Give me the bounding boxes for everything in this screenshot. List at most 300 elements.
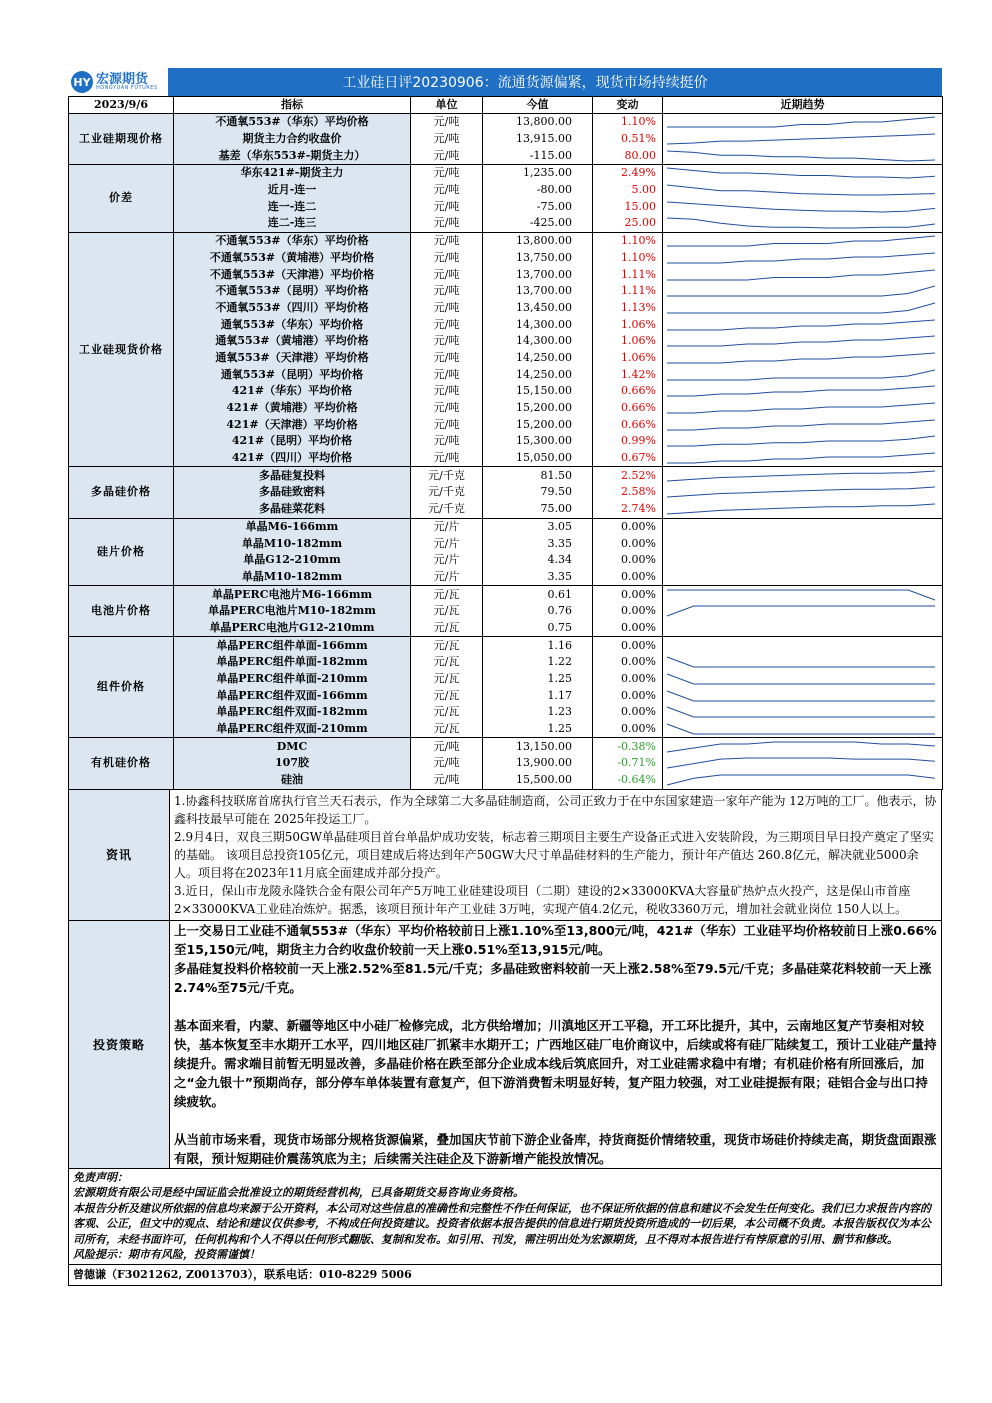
table-row	[69, 552, 943, 569]
unit-cell: 元/吨	[411, 266, 483, 283]
value-cell: 79.50	[483, 484, 593, 501]
sparkline-line	[667, 303, 935, 313]
sparkline-chart	[663, 688, 939, 704]
strategy-paragraph	[174, 1111, 937, 1130]
trend-sparkline	[663, 755, 943, 772]
change-cell: 2.74%	[593, 501, 663, 518]
unit-cell: 元/片	[411, 552, 483, 569]
value-cell: 81.50	[483, 467, 593, 484]
sparkline-line	[667, 353, 935, 363]
group-label: 价差	[69, 165, 174, 233]
table-row	[69, 147, 943, 164]
value-cell: 1.16	[483, 637, 593, 654]
disclaimer-line: 宏源期货有限公司是经中国证监会批准设立的期货经营机构，已具备期货交易咨询业务资格。	[73, 1186, 524, 1199]
sparkline-chart	[663, 620, 939, 636]
indicator-name: 不通氧553#（昆明）平均价格	[174, 283, 411, 300]
unit-cell: 元/吨	[411, 433, 483, 450]
strategy-paragraph: 上一交易日工业硅不通氧553#（华东）平均价格较前日上涨1.10%至13,800元/吨，421#（华东）工业硅平均价格较前日上涨0.66%至15,150元/吨，期货主力合约收盘价较前一天上涨0.51%至13,915元/吨。	[174, 922, 937, 957]
sparkline-chart	[663, 233, 939, 249]
indicator-name: 多晶硅菜花料	[174, 501, 411, 518]
indicator-name: 单晶PERC电池片M6-166mm	[174, 586, 411, 603]
table-row	[69, 114, 943, 131]
trend-sparkline	[663, 586, 943, 603]
report-page	[68, 68, 942, 1286]
sparkline-line	[667, 320, 935, 330]
table-row	[69, 738, 943, 755]
table-row	[69, 484, 943, 501]
indicator-name: 通氧553#（华东）平均价格	[174, 316, 411, 333]
sparkline-line	[667, 606, 935, 616]
sparkline-chart	[663, 165, 939, 181]
indicator-name: 单晶PERC组件单面-210mm	[174, 671, 411, 688]
value-cell: 75.00	[483, 501, 593, 518]
value-cell: 15,300.00	[483, 433, 593, 450]
indicator-name: 通氧553#（昆明）平均价格	[174, 366, 411, 383]
trend-sparkline	[663, 400, 943, 417]
table-row	[69, 586, 943, 603]
trend-sparkline	[663, 569, 943, 586]
trend-sparkline	[663, 182, 943, 199]
sparkline-chart	[663, 536, 939, 552]
change-cell: 15.00	[593, 198, 663, 215]
table-row	[69, 467, 943, 484]
change-cell: 2.49%	[593, 165, 663, 182]
table-row	[69, 165, 943, 182]
trend-sparkline	[663, 300, 943, 317]
col-change: 变动	[593, 97, 663, 114]
unit-cell: 元/片	[411, 518, 483, 535]
change-cell: 1.13%	[593, 300, 663, 317]
group-label: 组件价格	[69, 637, 174, 738]
trend-sparkline	[663, 450, 943, 467]
indicator-name: 连一-连二	[174, 198, 411, 215]
sparkline-line	[667, 436, 935, 446]
change-cell: 0.00%	[593, 518, 663, 535]
indicator-name: 通氧553#（天津港）平均价格	[174, 350, 411, 367]
table-row	[69, 333, 943, 350]
change-cell: 0.00%	[593, 704, 663, 721]
sparkline-chart	[663, 199, 939, 215]
logo-icon: HY	[71, 71, 93, 93]
value-cell: 1.17	[483, 687, 593, 704]
group-label: 工业硅现货价格	[69, 232, 174, 467]
value-cell: 13,150.00	[483, 738, 593, 755]
value-cell: 13,700.00	[483, 266, 593, 283]
unit-cell: 元/吨	[411, 383, 483, 400]
table-row	[69, 518, 943, 535]
unit-cell: 元/瓦	[411, 704, 483, 721]
value-cell: 14,300.00	[483, 316, 593, 333]
change-cell: 80.00	[593, 147, 663, 164]
sparkline-chart	[663, 484, 939, 500]
trend-sparkline	[663, 552, 943, 569]
table-row	[69, 232, 943, 249]
strategy-label: 投资策略	[69, 921, 170, 1168]
company-logo	[68, 68, 168, 96]
group-label: 硅片价格	[69, 518, 174, 586]
sparkline-chart	[663, 215, 939, 231]
sparkline-line	[667, 420, 935, 430]
logo-name-en: HONGYUAN FUTURES	[96, 85, 158, 91]
table-row	[69, 671, 943, 688]
col-unit: 单位	[411, 97, 483, 114]
trend-sparkline	[663, 266, 943, 283]
indicator-name: 不通氧553#（四川）平均价格	[174, 300, 411, 317]
table-row	[69, 350, 943, 367]
change-cell: 1.10%	[593, 250, 663, 267]
trend-sparkline	[663, 671, 943, 688]
indicator-name: 硅油	[174, 772, 411, 789]
indicator-name: 单晶M6-166mm	[174, 518, 411, 535]
indicator-name: 421#（天津港）平均价格	[174, 416, 411, 433]
value-cell: 13,915.00	[483, 131, 593, 148]
indicator-name: DMC	[174, 738, 411, 755]
table-row	[69, 569, 943, 586]
unit-cell: 元/吨	[411, 147, 483, 164]
indicator-name: 单晶PERC电池片M10-182mm	[174, 603, 411, 620]
table-row	[69, 687, 943, 704]
unit-cell: 元/吨	[411, 366, 483, 383]
value-cell: 1.25	[483, 671, 593, 688]
change-cell: 5.00	[593, 182, 663, 199]
price-table	[68, 96, 943, 790]
unit-cell: 元/千克	[411, 484, 483, 501]
change-cell: 0.66%	[593, 416, 663, 433]
trend-sparkline	[663, 215, 943, 232]
unit-cell: 元/瓦	[411, 671, 483, 688]
value-cell: 0.61	[483, 586, 593, 603]
indicator-name: 421#（昆明）平均价格	[174, 433, 411, 450]
unit-cell: 元/片	[411, 569, 483, 586]
table-row	[69, 366, 943, 383]
unit-cell: 元/瓦	[411, 637, 483, 654]
change-cell: 0.66%	[593, 400, 663, 417]
value-cell: 14,300.00	[483, 333, 593, 350]
table-row	[69, 383, 943, 400]
indicator-name: 通氧553#（黄埔港）平均价格	[174, 333, 411, 350]
table-row	[69, 704, 943, 721]
unit-cell: 元/吨	[411, 316, 483, 333]
unit-cell: 元/吨	[411, 114, 483, 131]
sparkline-chart	[663, 182, 939, 198]
unit-cell: 元/吨	[411, 283, 483, 300]
table-row	[69, 535, 943, 552]
table-row	[69, 450, 943, 467]
news-section	[68, 790, 942, 921]
change-cell: 0.00%	[593, 603, 663, 620]
indicator-name: 单晶PERC组件双面-166mm	[174, 687, 411, 704]
unit-cell: 元/瓦	[411, 603, 483, 620]
sparkline-line	[667, 286, 935, 296]
sparkline-line	[667, 487, 935, 497]
trend-sparkline	[663, 350, 943, 367]
change-cell: 0.00%	[593, 586, 663, 603]
unit-cell: 元/吨	[411, 416, 483, 433]
news-item: 1.协鑫科技联席首席执行官兰天石表示，作为全球第二大多晶硅制造商，公司正致力于在中东国家建造一家年产能为 12万吨的工厂。他表示，协鑫科技最早可能在 2025年投运工厂。	[174, 793, 937, 826]
unit-cell: 元/千克	[411, 467, 483, 484]
change-cell: 1.11%	[593, 283, 663, 300]
indicator-name: 421#（华东）平均价格	[174, 383, 411, 400]
change-cell: 0.00%	[593, 637, 663, 654]
indicator-name: 单晶PERC组件单面-166mm	[174, 637, 411, 654]
trend-sparkline	[663, 147, 943, 164]
trend-sparkline	[663, 467, 943, 484]
unit-cell: 元/吨	[411, 300, 483, 317]
value-cell: 14,250.00	[483, 350, 593, 367]
sparkline-chart	[663, 350, 939, 366]
trend-sparkline	[663, 433, 943, 450]
trend-sparkline	[663, 637, 943, 654]
value-cell: 0.75	[483, 620, 593, 637]
trend-sparkline	[663, 131, 943, 148]
indicator-name: 107胶	[174, 755, 411, 772]
trend-sparkline	[663, 603, 943, 620]
unit-cell: 元/吨	[411, 131, 483, 148]
sparkline-line	[667, 758, 935, 768]
unit-cell: 元/片	[411, 535, 483, 552]
table-row	[69, 198, 943, 215]
change-cell: 1.10%	[593, 232, 663, 249]
unit-cell: 元/吨	[411, 215, 483, 232]
indicator-name: 单晶M10-182mm	[174, 535, 411, 552]
sparkline-chart	[663, 569, 939, 585]
indicator-name: 多晶硅致密料	[174, 484, 411, 501]
trend-sparkline	[663, 772, 943, 789]
unit-cell: 元/瓦	[411, 586, 483, 603]
table-row	[69, 283, 943, 300]
trend-sparkline	[663, 484, 943, 501]
disclaimer-line: 本报告分析及建议所依据的信息均来源于公开资料，本公司对这些信息的准确性和完整性不作任何保证，也不保证所依据的信息和建议不会发生任何变化。我们已力求报告内容的客观、公正，但文中的观点、结论和建议仅供参考，不构成任何投资建议。投资者依据本报告提供的信息进行期货投资所造成的一切后果，本公司概不负责。本报告版权仅为本公司所有，未经书面许可，任何机构和个人不得以任何形式翻版、复制和发布。如引用、刊发，需注明出处为宏源期货，且不得对本报告进行有悖原意的引用、删节和修改。	[73, 1201, 931, 1246]
value-cell: -115.00	[483, 147, 593, 164]
indicator-name: 421#（黄埔港）平均价格	[174, 400, 411, 417]
trend-sparkline	[663, 654, 943, 671]
unit-cell: 元/吨	[411, 250, 483, 267]
sparkline-chart	[663, 367, 939, 383]
trend-sparkline	[663, 416, 943, 433]
sparkline-line	[667, 253, 935, 263]
report-title: 工业硅日评20230906：流通货源偏紧，现货市场持续挺价	[342, 75, 708, 91]
sparkline-chart	[663, 519, 939, 535]
sparkline-chart	[663, 501, 939, 517]
unit-cell: 元/吨	[411, 350, 483, 367]
indicator-name: 单晶PERC电池片G12-210mm	[174, 620, 411, 637]
analyst-contact: 曾德谦（F3021262, Z0013703），联系电话：010-8229 5006	[68, 1265, 942, 1286]
change-cell: 25.00	[593, 215, 663, 232]
sparkline-chart	[663, 114, 939, 130]
news-item: 2.9月4日，双良三期50GW单晶硅项目首台单晶炉成功安装，标志着三期项目主要生产设备正式进入安装阶段，为三期项目早日投产奠定了坚实的基础。 该项目总投资105亿元，项目建成后将达到年产50GW大尺寸单晶硅材料的生产能力，预计年产值达 260.8亿元，解决就业5000余人。项目将在2023年11月底全面建成并部分投产。	[174, 829, 934, 880]
value-cell: 13,700.00	[483, 283, 593, 300]
sparkline-chart	[663, 317, 939, 333]
sparkline-chart	[663, 638, 939, 654]
trend-sparkline	[663, 232, 943, 249]
indicator-name: 不通氧553#（天津港）平均价格	[174, 266, 411, 283]
indicator-name: 单晶M10-182mm	[174, 569, 411, 586]
change-cell: -0.71%	[593, 755, 663, 772]
value-cell: 3.35	[483, 569, 593, 586]
table-row	[69, 182, 943, 199]
sparkline-chart	[663, 704, 939, 720]
unit-cell: 元/瓦	[411, 620, 483, 637]
sparkline-line	[667, 742, 935, 752]
sparkline-chart	[663, 131, 939, 147]
change-cell: 1.06%	[593, 333, 663, 350]
sparkline-chart	[663, 267, 939, 283]
unit-cell: 元/吨	[411, 182, 483, 199]
sparkline-chart	[663, 250, 939, 266]
news-label: 资讯	[69, 790, 170, 920]
sparkline-chart	[663, 283, 939, 299]
news-item: 3.近日，保山市龙陵永隆铁合金有限公司年产5万吨工业硅建设项目（二期）建设的2×33000KVA大容量矿热炉点火投产，这是保山市首座2×33000KVA工业硅冶炼炉。据悉，该项目预计年产工业硅 3万吨，实现产值4.2亿元，税收3360万元，增加社会就业岗位 150人以上。	[174, 883, 911, 916]
change-cell: 0.00%	[593, 620, 663, 637]
strategy-paragraph	[174, 997, 937, 1016]
sparkline-line	[667, 471, 935, 481]
trend-sparkline	[663, 687, 943, 704]
sparkline-chart	[663, 755, 939, 771]
table-row	[69, 266, 943, 283]
sparkline-chart	[663, 148, 939, 164]
change-cell: 0.99%	[593, 433, 663, 450]
sparkline-chart	[663, 739, 939, 755]
change-cell: 0.67%	[593, 450, 663, 467]
unit-cell: 元/吨	[411, 772, 483, 789]
sparkline-chart	[663, 468, 939, 484]
col-trend: 近期趋势	[663, 97, 943, 114]
value-cell: 1.25	[483, 721, 593, 738]
trend-sparkline	[663, 518, 943, 535]
unit-cell: 元/吨	[411, 450, 483, 467]
sparkline-chart	[663, 603, 939, 619]
sparkline-line	[667, 117, 935, 127]
table-row	[69, 250, 943, 267]
unit-cell: 元/吨	[411, 400, 483, 417]
value-cell: 3.35	[483, 535, 593, 552]
change-cell: 1.06%	[593, 316, 663, 333]
unit-cell: 元/瓦	[411, 654, 483, 671]
value-cell: 15,150.00	[483, 383, 593, 400]
sparkline-line	[667, 270, 935, 280]
trend-sparkline	[663, 316, 943, 333]
sparkline-line	[667, 202, 935, 212]
unit-cell: 元/瓦	[411, 687, 483, 704]
change-cell: 0.51%	[593, 131, 663, 148]
strategy-section	[68, 921, 942, 1169]
report-header	[68, 68, 942, 96]
sparkline-line	[667, 691, 935, 701]
strategy-body	[170, 921, 941, 1168]
news-body	[170, 790, 941, 920]
group-label: 工业硅期现价格	[69, 114, 174, 165]
indicator-name: 多晶硅复投料	[174, 467, 411, 484]
sparkline-chart	[663, 654, 939, 670]
disclaimer-line: 免责声明：	[73, 1170, 128, 1184]
trend-sparkline	[663, 250, 943, 267]
sparkline-chart	[663, 450, 939, 466]
group-label: 多晶硅价格	[69, 467, 174, 518]
indicator-name: 单晶PERC组件双面-210mm	[174, 721, 411, 738]
sparkline-line	[667, 168, 935, 178]
sparkline-line	[667, 370, 935, 380]
table-row	[69, 433, 943, 450]
unit-cell: 元/吨	[411, 755, 483, 772]
change-cell: 1.11%	[593, 266, 663, 283]
indicator-name: 单晶PERC组件单面-182mm	[174, 654, 411, 671]
value-cell: 1.23	[483, 704, 593, 721]
sparkline-chart	[663, 333, 939, 349]
change-cell: 0.00%	[593, 687, 663, 704]
sparkline-line	[667, 724, 935, 734]
trend-sparkline	[663, 501, 943, 518]
sparkline-line	[667, 336, 935, 346]
sparkline-line	[667, 453, 935, 463]
value-cell: 1.22	[483, 654, 593, 671]
value-cell: 15,200.00	[483, 400, 593, 417]
trend-sparkline	[663, 165, 943, 182]
value-cell: -80.00	[483, 182, 593, 199]
indicator-name: 421#（四川）平均价格	[174, 450, 411, 467]
sparkline-chart	[663, 383, 939, 399]
table-row	[69, 300, 943, 317]
trend-sparkline	[663, 738, 943, 755]
unit-cell: 元/吨	[411, 165, 483, 182]
value-cell: 14,250.00	[483, 366, 593, 383]
trend-sparkline	[663, 333, 943, 350]
value-cell: 13,750.00	[483, 250, 593, 267]
disclaimer	[68, 1169, 942, 1265]
value-cell: 4.34	[483, 552, 593, 569]
sparkline-chart	[663, 400, 939, 416]
indicator-name: 单晶G12-210mm	[174, 552, 411, 569]
change-cell: 1.42%	[593, 366, 663, 383]
change-cell: 1.06%	[593, 350, 663, 367]
sparkline-chart	[663, 552, 939, 568]
change-cell: 0.00%	[593, 671, 663, 688]
sparkline-chart	[663, 300, 939, 316]
change-cell: 0.66%	[593, 383, 663, 400]
sparkline-line	[667, 134, 935, 144]
sparkline-line	[667, 674, 935, 684]
value-cell: 1,235.00	[483, 165, 593, 182]
strategy-paragraph: 基本面来看，内蒙、新疆等地区中小硅厂检修完成，北方供给增加；川滇地区开工平稳，开工环比提升，其中，云南地区复产节奏相对较快，基本恢复至丰水期开工水平，四川地区硅厂抓紧丰水期开工；广西地区硅厂电价商议中，后续或将有硅厂陆续复工，预计工业硅产量持续提升。需求端目前暂无明显改善，多晶硅价格在跌至部分企业成本线后筑底回升，对工业硅需求稳中有增；有机硅价格有所回涨后，加之“金九银十”预期尚存，部分停车单体装置有意复产，但下游消费暂未明显好转，复产阻力较强，对工业硅提振有限；硅铝合金与出口持续疲软。	[174, 1017, 937, 1109]
col-indicator: 指标	[174, 97, 411, 114]
indicator-name: 基差（华东553#-期货主力）	[174, 147, 411, 164]
table-row	[69, 721, 943, 738]
value-cell: 13,450.00	[483, 300, 593, 317]
value-cell: -425.00	[483, 215, 593, 232]
table-header-row	[69, 97, 943, 114]
value-cell: 15,200.00	[483, 416, 593, 433]
value-cell: 13,900.00	[483, 755, 593, 772]
sparkline-line	[667, 218, 935, 228]
sparkline-line	[667, 707, 935, 717]
disclaimer-line: 风险提示：期市有风险，投资需谨慎！	[73, 1248, 260, 1261]
table-row	[69, 654, 943, 671]
strategy-paragraph: 多晶硅复投料价格较前一天上涨2.52%至81.5元/千克；多晶硅致密料较前一天上涨2.58%至79.5元/千克；多晶硅菜花料较前一天上涨2.74%至75元/千克。	[174, 960, 932, 995]
table-row	[69, 316, 943, 333]
sparkline-line	[667, 236, 935, 246]
value-cell: 13,800.00	[483, 232, 593, 249]
trend-sparkline	[663, 704, 943, 721]
trend-sparkline	[663, 383, 943, 400]
value-cell: 13,800.00	[483, 114, 593, 131]
trend-sparkline	[663, 283, 943, 300]
indicator-name: 单晶PERC组件双面-182mm	[174, 704, 411, 721]
group-label: 电池片价格	[69, 586, 174, 637]
sparkline-chart	[663, 587, 939, 603]
unit-cell: 元/千克	[411, 501, 483, 518]
indicator-name: 连二-连三	[174, 215, 411, 232]
table-row	[69, 131, 943, 148]
trend-sparkline	[663, 366, 943, 383]
